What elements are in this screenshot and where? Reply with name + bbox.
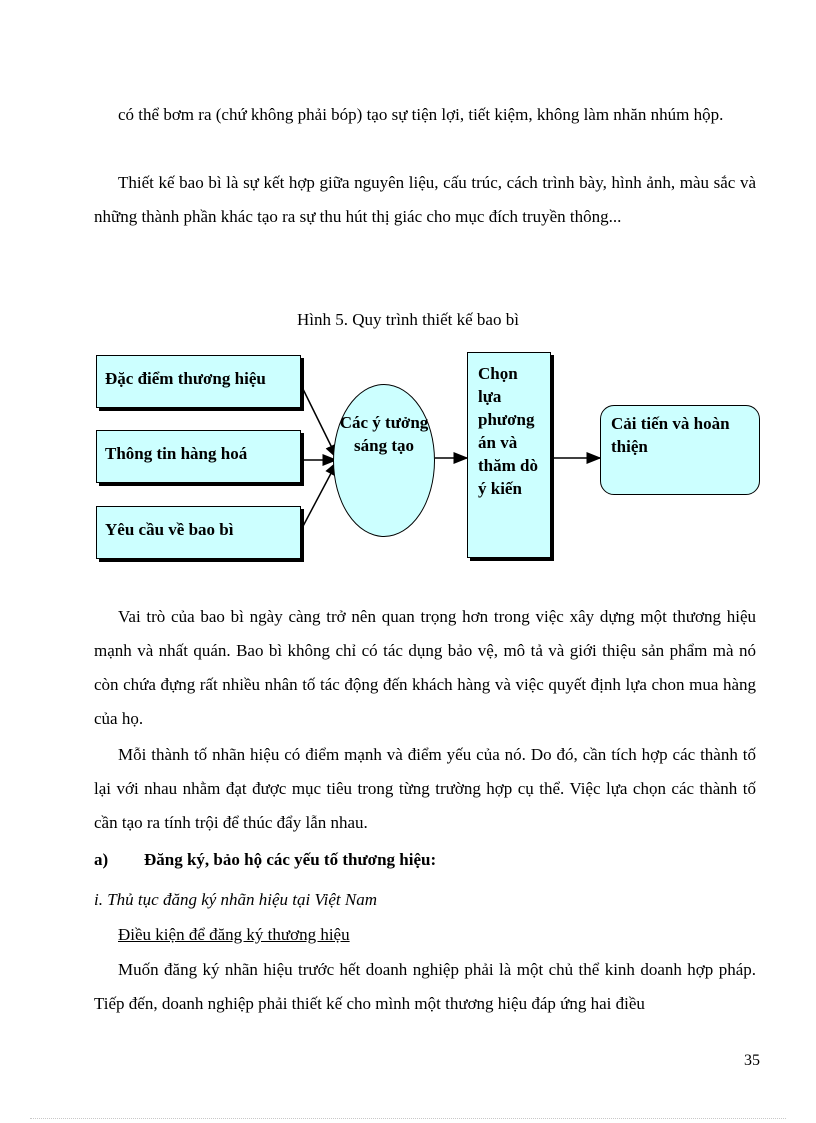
packaging-design-diagram	[0, 340, 816, 570]
arrow-input3-to-ideas	[301, 462, 337, 530]
box-packaging-requirements: Yêu cầu về bao bì	[96, 506, 301, 559]
page-number: 35	[744, 1052, 760, 1069]
box-improve-finalize: Cải tiến và hoàn thiện	[600, 405, 760, 495]
paragraph-registration: Muốn đăng ký nhãn hiệu trước hết doanh nghiệp phải là một chủ thể kinh doanh hợp pháp. Tiếp đến, doanh nghiệp phải thiết kế cho mình một thương hiệu đáp ứng hai điều	[94, 960, 756, 1013]
figure-caption: Hình 5. Quy trình thiết kế bao bì	[297, 310, 519, 329]
paragraph-brand-elements: Mỗi thành tố nhãn hiệu có điểm mạnh và điểm yếu của nó. Do đó, cần tích hợp các thành tố lại với nhau nhằm đạt được mục tiêu trong từng trường hợp cụ thể. Việc lựa chọn các thành tố cần tạo ra tính trội để thúc đẩy lẫn nhau.	[94, 745, 756, 832]
subsection-heading: i. Thủ tục đăng ký nhãn hiệu tại Việt Nam	[94, 890, 377, 909]
footer-divider	[30, 1118, 786, 1119]
box-brand-characteristics: Đặc điểm thương hiệu	[96, 355, 301, 408]
paragraph-packaging-design: Thiết kế bao bì là sự kết hợp giữa nguyên liệu, cấu trúc, cách trình bày, hình ảnh, màu sắc và những thành phần khác tạo ra sự thu hút thị giác cho mục đích truyền thông...	[94, 173, 756, 226]
paragraph-packaging-pump: có thể bơm ra (chứ không phải bóp) tạo sự tiện lợi, tiết kiệm, không làm nhăn nhúm hộp.	[118, 105, 724, 124]
underlined-heading: Điều kiện để đăng ký thương hiệu	[118, 925, 350, 944]
section-title: Đăng ký, bảo hộ các yếu tố thương hiệu:	[144, 850, 437, 869]
section-heading	[94, 845, 436, 875]
box-choose-option: Chọn lựa phương án và thăm dò ý kiến	[467, 352, 551, 558]
arrow-input1-to-ideas	[301, 385, 337, 458]
ellipse-creative-ideas: Các ý tưởng sáng tạo	[333, 384, 435, 537]
box-product-information: Thông tin hàng hoá	[96, 430, 301, 483]
section-number: a)	[94, 850, 109, 869]
paragraph-packaging-role: Vai trò của bao bì ngày càng trở nên quan trọng hơn trong việc xây dựng một thương hiệu mạnh và nhất quán. Bao bì không chỉ có tác dụng bảo vệ, mô tả và giới thiệu sản phẩm mà nó còn chứa đựng rất nhiều nhân tố tác động đến khách hàng và việc quyết định lựa chon mua hàng của họ.	[94, 607, 756, 728]
